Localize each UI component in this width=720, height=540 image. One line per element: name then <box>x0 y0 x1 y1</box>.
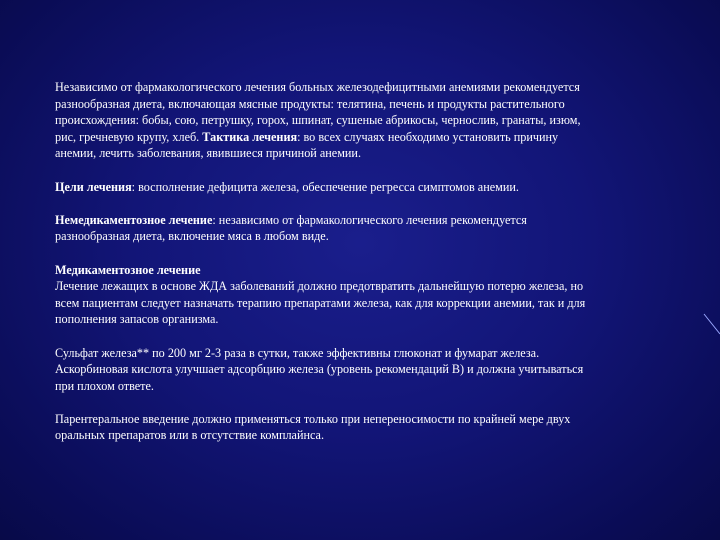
text-line: происхождения: бобы, сою, петрушку, горох, шпинат, сушеные абрикосы, чернослив, гранаты, изюм, <box>55 113 581 128</box>
text-line: анемии, лечить заболевания, явившиеся причиной анемии. <box>55 146 361 161</box>
text-line: Лечение лежащих в основе ЖДА заболеваний должно предотвратить дальнейшую потерю железа, но <box>55 279 584 294</box>
non-drug-heading: Немедикаментозное лечение <box>55 212 213 227</box>
text-line <box>55 212 675 229</box>
text-line: Аскорбиновая кислота улучшает адсорбцию железа (уровень рекомендаций В) и должна учитываться <box>55 362 584 377</box>
text-line: всем пациентам следует назначать терапию препаратами железа, как для коррекции анемии, так и для <box>55 295 586 310</box>
paragraph-iron-sulfate <box>55 345 675 395</box>
text-fragment: рис, гречневую крупу, хлеб. <box>55 129 203 144</box>
text-fragment: : восполнение дефицита железа, обеспечение регресса симптомов анемии. <box>131 179 519 194</box>
text-line: Сульфат железа** по 200 мг 2-3 раза в сутки, также эффективны глюконат и фумарат железа. <box>55 345 540 360</box>
text-line: при плохом ответе. <box>55 378 154 393</box>
text-line <box>55 179 675 196</box>
text-line: Независимо от фармакологического лечения больных железодефицитными анемиями рекомендуется <box>55 80 580 94</box>
text-fragment: : во всех случаях необходимо установить причину <box>297 129 559 144</box>
paragraph-non-drug <box>55 212 675 245</box>
text-line: разнообразная диета, включающая мясные продукты: телятина, печень и продукты растительного <box>55 96 565 111</box>
text-line <box>55 129 675 146</box>
goals-heading: Цели лечения <box>55 179 132 194</box>
drug-heading: Медикаментозное лечение <box>55 262 201 277</box>
paragraph-parenteral <box>55 411 675 444</box>
paragraph-goals <box>55 179 675 196</box>
text-line: оральных препаратов или в отсутствие комплайнса. <box>55 428 325 443</box>
tactics-heading: Тактика лечения <box>202 129 298 144</box>
paragraph-drug <box>55 262 675 328</box>
text-line: Парентеральное введение должно применяться только при непереносимости по крайней мере двух <box>55 411 571 426</box>
text-line: пополнения запасов организма. <box>55 312 219 327</box>
paragraph-diet <box>55 79 675 162</box>
text-line: разнообразная диета, включение мяса в любом виде. <box>55 229 329 244</box>
text-fragment: : независимо от фармакологического лечения рекомендуется <box>212 212 527 227</box>
decorative-line <box>700 312 720 352</box>
slide-body <box>55 79 675 444</box>
